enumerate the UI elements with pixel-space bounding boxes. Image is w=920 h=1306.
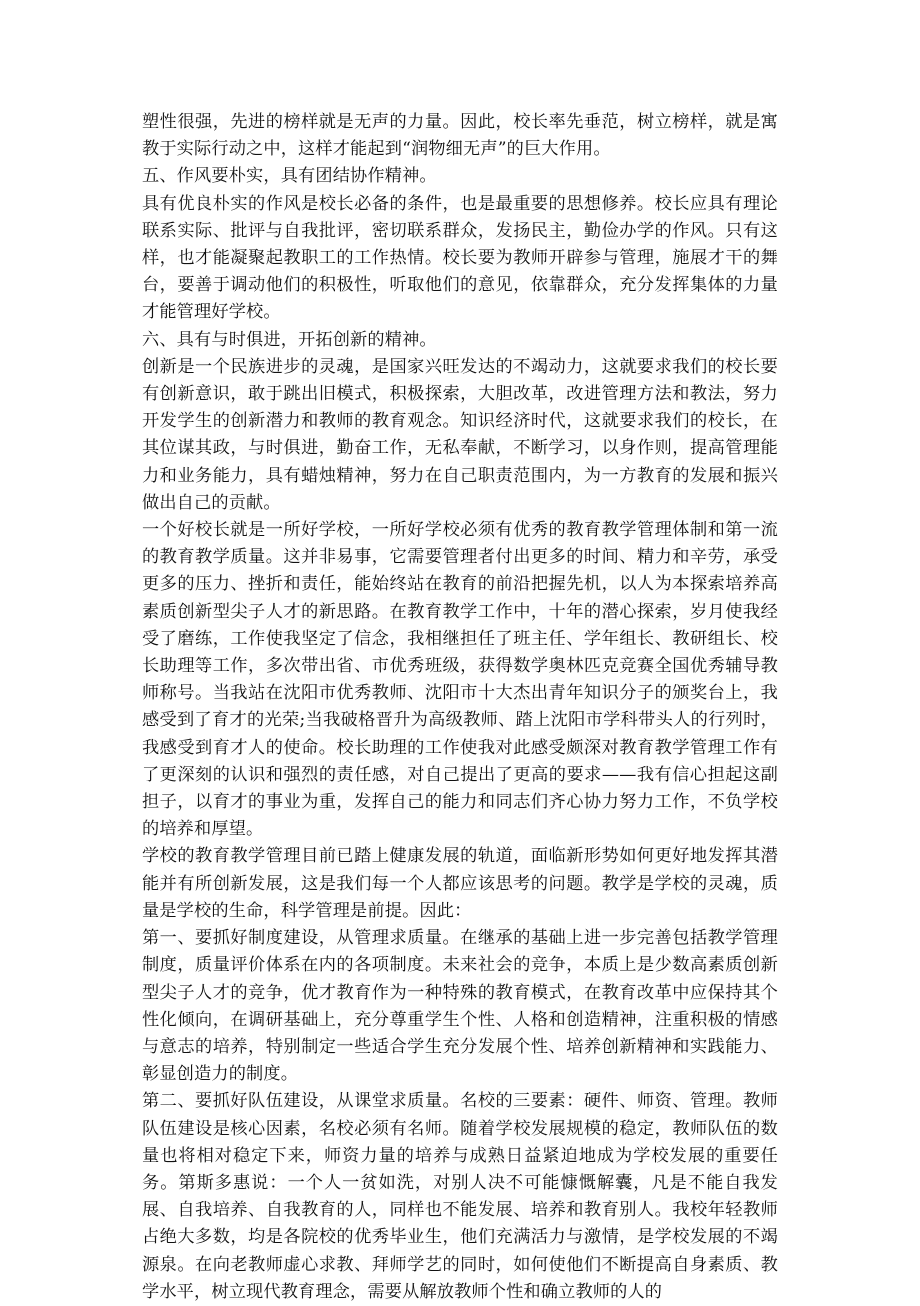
paragraph: 学校的教育教学管理目前已踏上健康发展的轨道，面临新形势如何更好地发挥其潜能并有所创新发展，这是我们每一个人都应该思考的问题。教学是学校的灵魂，质量是学校的生命，科学管理是前提。因此： xyxy=(142,846,778,921)
document-body xyxy=(142,109,778,1306)
paragraph: 具有优良朴实的作风是校长必备的条件，也是最重要的思想修养。校长应具有理论联系实际、批评与自我批评，密切联系群众，发扬民主，勤俭办学的作风。只有这样，也才能凝聚起教职工的工作热情。校长要为教师开辟参与管理，施展才干的舞台，要善于调动他们的积极性，听取他们的意见，依靠群众，充分发挥集体的力量才能管理好学校。 xyxy=(142,193,778,323)
section-heading-6: 六、具有与时俱进，开拓创新的精神。 xyxy=(142,329,437,350)
paragraph: 第一、要抓好制度建设，从管理求质量。在继承的基础上进一步完善包括教学管理制度，质量评价体系在内的各项制度。未来社会的竞争，本质上是少数高素质创新型尖子人才的竞争，优才教育作为一种特殊的教育模式，在教育改革中应保持其个性化倾向，在调研基础上，充分尊重学生个性、人格和创造精神，注重积极的情感与意志的培养，特别制定一些适合学生充分发展个性、培养创新精神和实践能力、彰显创造力的制度。 xyxy=(142,928,778,1085)
paragraph: 一个好校长就是一所好学校，一所好学校必须有优秀的教育教学管理体制和第一流的教育教学质量。这并非易事，它需要管理者付出更多的时间、精力和辛劳，承受更多的压力、挫折和责任，能始终站在教育的前沿把握先机，以人为本探索培养高素质创新型尖子人才的新思路。在教育教学工作中，十年的潜心探索，岁月使我经受了磨练，工作使我坚定了信念，我相继担任了班主任、学年组长、教研组长、校长助理等工作，多次带出省、市优秀班级，获得数学奥林匹克竞赛全国优秀辅导教师称号。当我站在沈阳市优秀教师、沈阳市十大杰出青年知识分子的颁奖台上，我感受到了育才的光荣;当我破格晋升为高级教师、踏上沈阳市学科带头人的行列时，我感受到育才人的使命。校长助理的工作使我对此感受颇深对教育教学管理工作有了更深刻的认识和强烈的责任感，对自己提出了更高的要求——我有信心担起这副担子，以育才的事业为重，发挥自己的能力和同志们齐心协力努力工作，不负学校的培养和厚望。 xyxy=(142,520,778,840)
section-heading-5: 五、作风要朴实，具有团结协作精神。 xyxy=(142,166,437,187)
paragraph: 创新是一个民族进步的灵魂，是国家兴旺发达的不竭动力，这就要求我们的校长要有创新意识，敢于跳出旧模式，积极探索，大胆改革，改进管理方法和教法，努力开发学生的创新潜力和教师的教育观念。知识经济时代，这就要求我们的校长，在其位谋其政，与时俱进，勤奋工作，无私奉献，不断学习，以身作则，提高管理能力和业务能力，具有蜡烛精神，努力在自己职责范围内，为一方教育的发展和振兴做出自己的贡献。 xyxy=(142,356,778,513)
paragraph: 第二、要抓好队伍建设，从课堂求质量。名校的三要素：硬件、师资、管理。教师队伍建设是核心因素，名校必须有名师。随着学校发展规模的稳定，教师队伍的数量也将相对稳定下来，师资力量的培养与成熟日益紧迫地成为学校发展的重要任务。第斯多惠说：一个人一贫如洗，对别人决不可能慷慨解囊，凡是不能自我发展、自我培养、自我教育的人，同样也不能发展、培养和教育别人。我校年轻教师占绝大多数，均是各院校的优秀毕业生，他们充满活力与激情，是学校发展的不竭源泉。在向老教师虚心求教、拜师学艺的同时，如何使他们不断提高自身素质、教学水平，树立现代教育理念，需要从解放教师个性和确立教师的人的 xyxy=(142,1091,778,1302)
paragraph: 塑性很强，先进的榜样就是无声的力量。因此，校长率先垂范，树立榜样，就是寓教于实际行动之中，这样才能起到“润物细无声”的巨大作用。 xyxy=(142,112,778,160)
